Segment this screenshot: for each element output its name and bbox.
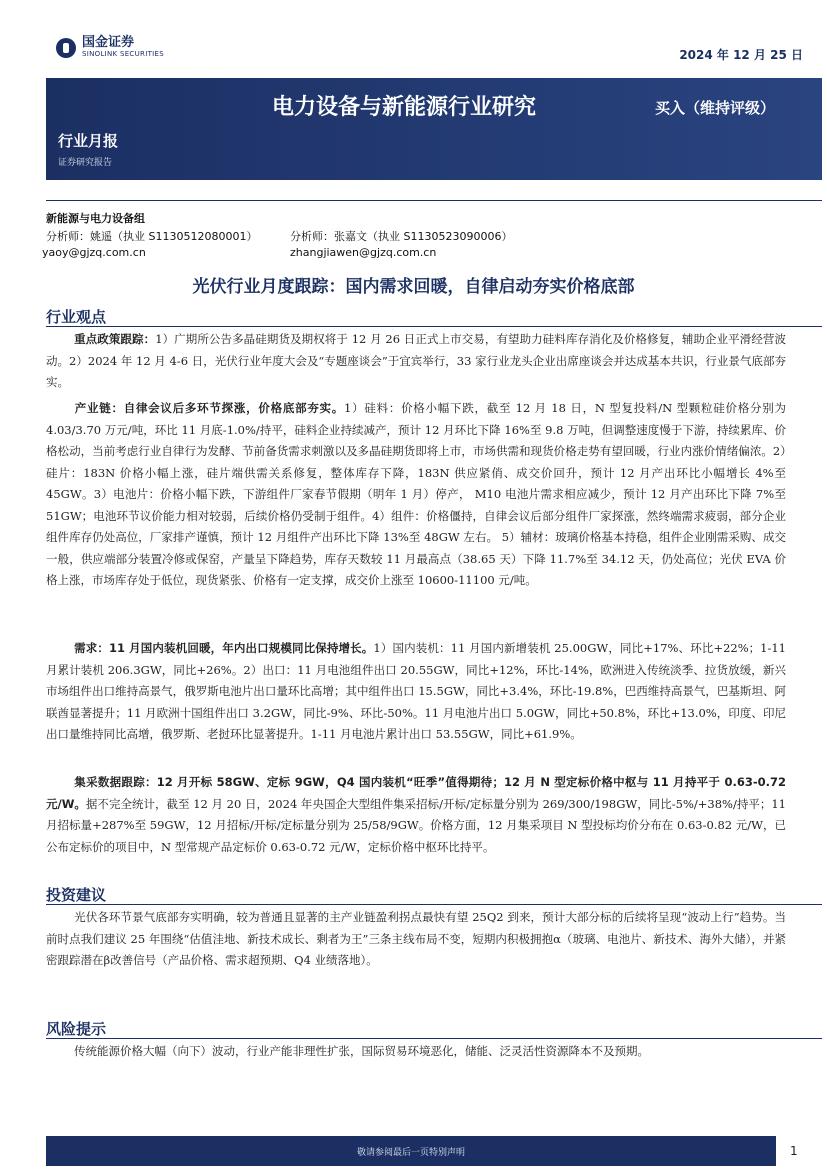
- report-subtype: 证券研究报告: [58, 158, 113, 168]
- footer-bar: [46, 1136, 776, 1166]
- analyst-2: 分析师：张嘉文（执业 S1130523090006）: [290, 230, 513, 243]
- section-title-invest: 投资建议: [46, 886, 107, 904]
- page-number: 1: [790, 1144, 798, 1158]
- paragraph-investment: [46, 907, 786, 972]
- paragraph-lead: 产业链：自律会议后多环节探涨，价格底部夯实。: [74, 401, 345, 415]
- paragraph-lead: 需求：11 月国内装机回暖，年内出口规模同比保持增长。: [74, 641, 374, 655]
- divider: [46, 200, 822, 201]
- paragraph-lead: 集采数据跟踪：12 月开标 58GW、定标 9GW，Q4 国内装机“旺季”值得期待；12 月 N 型定标价格中枢与 11 月持平于 0.63-0.72 元/W。: [46, 775, 786, 811]
- team-name: 新能源与电力设备组: [46, 212, 145, 225]
- paragraph-body: 据不完全统计，截至 12 月 20 日，2024 年央国企大型组件集采招标/开标/定标量分别为 269/300/198GW，同比-5%/+38%/持平；11 月招标量+287%至 59GW，12 月招标/开标/定标量分别为 25/58/9GW。价格方面，12 月集采项目 N 型投标均价分布在 0.63-0.82 元/W，已公布定标价的项目中，N 型常规产品定标价 0.63-0.72 元/W，定标价格中枢环比持平。: [46, 796, 786, 854]
- rating-badge: 买入（维持评级）: [655, 99, 776, 117]
- company-logo: [56, 36, 164, 59]
- paragraph-risk: [46, 1041, 786, 1063]
- paragraph-body: 1）硅料：价格小幅下跌，截至 12 月 18 日，N 型复投料/N 型颗粒硅价格分别为 4.03/3.70 万元/吨，环比 11 月底-1.0%/持平，硅料企业持续减产，预计 12 月环比下降 16%至 9.8 万吨，但调整速度慢于下游，持续累库、价格松动，当前考虑行业自律行为发酵、节前备货需求刺激以及多晶硅期货即将上市，市场供需和现货价格走势有望回暖，行业内涨价情绪偏浓。2）硅片：183N 价格小幅上涨，硅片端供需关系修复，整体库存下降，183N 供应紧俏、成交价回升，预计 12 月产出环比小幅增长 4%至 45GW。3）电池片：价格小幅下跌，下游组件厂家春节假期（明年 1 月）停产， M10 电池片需求相应减少，预计 12 月产出环比下降 7%至 51GW；电池环节议价能力相对较弱，后续价格仍受制于组件。4）组件：价格僵持，自律会议后部分组件厂家探涨，然终端需求疲弱，部分企业组件库存仍处高位，厂家排产谨慎，预计 12 月组件产出环比下降 13%至 48GW 左右。 5）辅材：玻璃价格基本持稳，组件企业刚需采购、成交一般，供应端部分装置冷修或保窑，产量呈下降趋势，库存天数较 11 月最高点（38.65 天）下降 11.7%至 34.12 天，仍处高位；光伏 EVA 价格上涨，市场库存处于低位，现货紧张、价格有一定支撑，成交价上涨至 10600-11100 元/吨。: [46, 401, 786, 587]
- analyst-2-email: zhangjiawen@gjzq.com.cn: [290, 246, 437, 259]
- paragraph-supply-chain: [46, 398, 786, 592]
- analyst-1-email: yaoy@gjzq.com.cn: [42, 246, 146, 259]
- paragraph-body: 1）国内装机：11 月国内新增装机 25.00GW，同比+17%、环比+22%；1-11 月累计装机 206.3GW，同比+26%。2）出口：11 月电池组件出口 20.55GW，同比+12%，环比-14%，欧洲进入传统淡季、拉货放缓，新兴市场组件出口维持高景气，俄罗斯电池片出口量环比高增；其中组件出口 15.5GW，同比+3.4%，环比-19.8%，巴西维持高景气，巴基斯坦、阿联酋显著提升；11 月欧洲十国组件出口 3.2GW，同比-9%、环比-50%。11 月电池片出口 5.0GW，同比+50.8%，环比+13.0%，印度、印尼出口量维持同比高增，俄罗斯、老挝环比显著提升。1-11 月电池片累计出口 53.55GW，同比+61.9%。: [46, 641, 786, 741]
- section-divider: [46, 904, 822, 905]
- paragraph-demand: [46, 638, 786, 746]
- analyst-1: 分析师：姚遥（执业 S1130512080001）: [46, 230, 258, 243]
- paragraph-procurement: [46, 772, 786, 858]
- report-headline: 光伏行业月度跟踪：国内需求回暖，自律启动夯实价格底部: [192, 277, 635, 297]
- section-title-risk: 风险提示: [46, 1020, 107, 1038]
- paragraph-lead: 重点政策跟踪：: [74, 332, 156, 346]
- paragraph-body: 传统能源价格大幅（向下）波动，行业产能非理性扩张，国际贸易环境恶化，储能、泛灵活性资源降本不及预期。: [74, 1044, 649, 1058]
- paragraph-body: 光伏各环节景气底部夯实明确，较为普通且显著的主产业链盈利拐点最快有望 25Q2 到来，预计大部分标的后续将呈现“波动上行”趋势。当前时点我们建议 25 年围绕“估值洼地、新技术成长、剩者为王”三条主线布局不变，短期内积极拥抱α（玻璃、电池片、新技术、海外大储），并紧密跟踪潜在β改善信号（产品价格、需求超预期、Q4 业绩落地）。: [46, 910, 786, 967]
- section-divider: [46, 326, 822, 327]
- logo-mark-icon: [56, 38, 76, 58]
- paragraph-policy: [46, 329, 786, 394]
- section-divider: [46, 1038, 822, 1039]
- report-date: 2024 年 12 月 25 日: [679, 48, 803, 62]
- report-title: 电力设备与新能源行业研究: [272, 95, 537, 120]
- footer-disclaimer: 敬请参阅最后一页特别声明: [356, 1148, 465, 1158]
- logo-subtext: SINOLINK SECURITIES: [82, 50, 164, 58]
- report-type: 行业月报: [58, 132, 119, 150]
- section-title-view: 行业观点: [46, 308, 107, 326]
- logo-text: 国金证券: [82, 35, 135, 50]
- paragraph-body: 1）广期所公告多晶硅期货及期权将于 12 月 26 日正式上市交易，有望助力硅料库存消化及价格修复，辅助企业平滑经营波动。2）2024 年 12 月 4-6 日，光伏行业年度大会及“专题座谈会”于宜宾举行，33 家行业龙头企业出席座谈会并达成基本共识，行业景气底部夯实。: [46, 332, 787, 389]
